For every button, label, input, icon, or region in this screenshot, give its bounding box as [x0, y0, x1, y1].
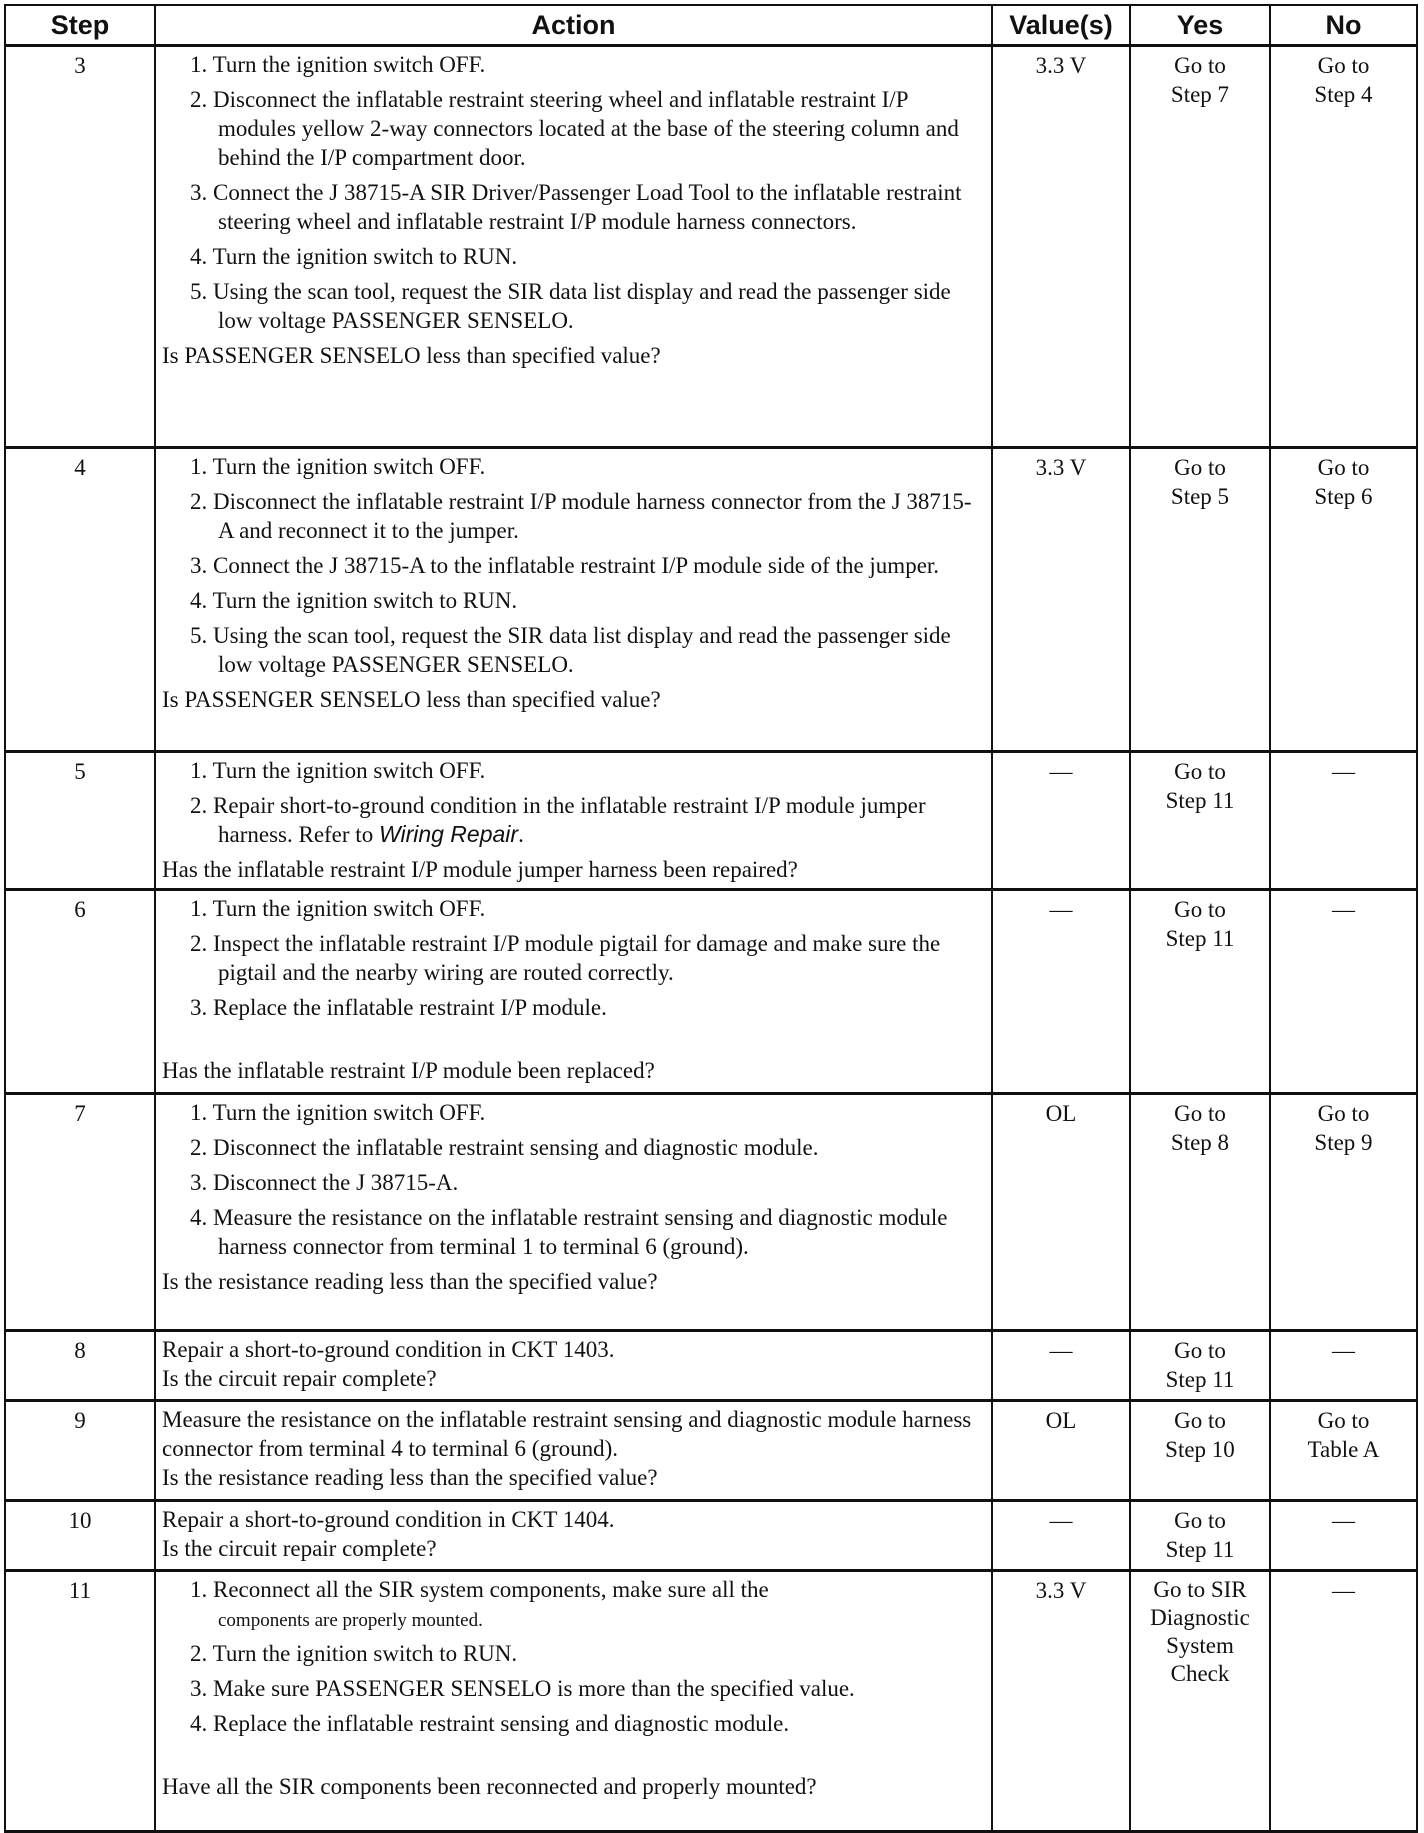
action-item: 3. Connect the J 38715-A to the inflatable restraint I/P module side of the jumper.	[190, 553, 940, 578]
action-item: 2. Disconnect the inflatable restraint I/P module harness connector from the J 38715-A and reconnect it to the jumper.	[190, 489, 972, 543]
no-cell	[1270, 752, 1417, 890]
action-item: 5. Using the scan tool, request the SIR data list display and read the passenger side low voltage PASSENGER SENSELO.	[190, 279, 951, 333]
step-number: 7	[5, 1094, 155, 1331]
value-cell: 3.3 V	[992, 1571, 1130, 1832]
header-action: Action	[155, 5, 992, 46]
yes-text: Check	[1170, 1661, 1230, 1686]
action-question: Has the inflatable restraint I/P module been replaced?	[162, 1058, 655, 1083]
action-item: 4. Turn the ignition switch to RUN.	[190, 244, 518, 269]
value-cell: —	[992, 752, 1130, 890]
header-yes: Yes	[1130, 5, 1270, 46]
yes-text: Go to	[1174, 1508, 1226, 1533]
yes-text: Go to SIR	[1153, 1577, 1247, 1602]
no-text: —	[1332, 897, 1355, 922]
action-item: 1. Turn the ignition switch OFF.	[190, 454, 486, 479]
no-text: —	[1332, 1508, 1355, 1533]
no-cell	[1270, 1571, 1417, 1832]
action-cell	[155, 1401, 992, 1501]
header-no: No	[1270, 5, 1417, 46]
yes-cell	[1130, 46, 1270, 448]
action-text: Repair a short-to-ground condition in CKT 1404.	[162, 1507, 615, 1532]
yes-text: Go to	[1174, 1101, 1226, 1126]
action-item: 3. Replace the inflatable restraint I/P module.	[190, 995, 607, 1020]
yes-cell	[1130, 890, 1270, 1094]
step-number: 11	[5, 1571, 155, 1832]
action-item: 2. Disconnect the inflatable restraint steering wheel and inflatable restraint I/P modules yellow 2-way connectors located at the base of the steering column and behind the I/P compartment door.	[190, 87, 959, 170]
action-item: 3. Connect the J 38715-A SIR Driver/Passenger Load Tool to the inflatable restraint steering wheel and inflatable restraint I/P module harness connectors.	[190, 180, 962, 234]
yes-cell	[1130, 1501, 1270, 1571]
no-cell	[1270, 1401, 1417, 1501]
table-row	[5, 1401, 1417, 1501]
step-number: 4	[5, 448, 155, 752]
table-row	[5, 752, 1417, 890]
action-cell	[155, 890, 992, 1094]
action-item: 3. Make sure PASSENGER SENSELO is more than the specified value.	[190, 1676, 855, 1701]
no-cell	[1270, 1094, 1417, 1331]
action-item: 4. Replace the inflatable restraint sensing and diagnostic module.	[190, 1711, 790, 1736]
no-cell	[1270, 448, 1417, 752]
yes-cell	[1130, 448, 1270, 752]
yes-cell	[1130, 1401, 1270, 1501]
step-number: 6	[5, 890, 155, 1094]
action-question: Is PASSENGER SENSELO less than specified value?	[162, 687, 661, 712]
yes-text: Step 7	[1170, 82, 1230, 107]
value-cell: —	[992, 1501, 1130, 1571]
wiring-repair-reference: Wiring Repair	[378, 821, 519, 847]
table-row	[5, 890, 1417, 1094]
table-row	[5, 46, 1417, 448]
action-item: 1. Turn the ignition switch OFF.	[190, 52, 486, 77]
action-question: Is PASSENGER SENSELO less than specified value?	[162, 343, 661, 368]
action-cell	[155, 1571, 992, 1832]
action-item: 5. Using the scan tool, request the SIR data list display and read the passenger side low voltage PASSENGER SENSELO.	[190, 623, 951, 677]
action-item-text: 1. Reconnect all the SIR system components, make sure all the	[190, 1577, 769, 1602]
step-number: 10	[5, 1501, 155, 1571]
value-cell: OL	[992, 1401, 1130, 1501]
no-text: Go to	[1317, 455, 1370, 480]
no-text: Go to	[1317, 53, 1370, 78]
table-row	[5, 1571, 1417, 1832]
no-cell	[1270, 1331, 1417, 1401]
no-text: Table A	[1307, 1437, 1380, 1462]
yes-cell	[1130, 1094, 1270, 1331]
action-text: Repair a short-to-ground condition in CKT 1403.	[162, 1337, 615, 1362]
step-number: 8	[5, 1331, 155, 1401]
action-item	[190, 1575, 981, 1633]
action-cell	[155, 448, 992, 752]
yes-text: Step 5	[1170, 484, 1230, 509]
table-row	[5, 1331, 1417, 1401]
yes-text: Step 11	[1165, 788, 1235, 813]
value-cell: 3.3 V	[992, 448, 1130, 752]
yes-text: Step 8	[1170, 1130, 1230, 1155]
yes-text: Go to	[1174, 759, 1226, 784]
yes-text: Go to	[1174, 897, 1226, 922]
diagnostic-table	[4, 4, 1418, 1833]
value-cell: —	[992, 890, 1130, 1094]
no-cell	[1270, 1501, 1417, 1571]
action-question: Is the circuit repair complete?	[162, 1366, 437, 1391]
yes-text: Step 11	[1165, 1367, 1235, 1392]
value-cell: 3.3 V	[992, 46, 1130, 448]
no-text: Go to	[1317, 1408, 1370, 1433]
yes-cell	[1130, 1571, 1270, 1832]
action-text: Measure the resistance on the inflatable restraint sensing and diagnostic module harness connector from terminal 4 to terminal 6 (ground).	[162, 1407, 972, 1461]
action-item-text: 2. Repair short-to-ground condition in the inflatable restraint I/P module jumper harness. Refer to	[190, 793, 926, 847]
action-item: 2. Turn the ignition switch to RUN.	[190, 1641, 518, 1666]
yes-text: Go to	[1174, 1408, 1226, 1433]
yes-text: Step 11	[1165, 1537, 1235, 1562]
table-row	[5, 1094, 1417, 1331]
yes-text: Go to	[1174, 455, 1226, 480]
action-question: Have all the SIR components been reconnected and properly mounted?	[162, 1774, 817, 1799]
value-cell: OL	[992, 1094, 1130, 1331]
action-question: Is the resistance reading less than the specified value?	[162, 1269, 658, 1294]
action-cell	[155, 46, 992, 448]
action-item: 4. Turn the ignition switch to RUN.	[190, 588, 518, 613]
action-cell	[155, 752, 992, 890]
step-number: 5	[5, 752, 155, 890]
yes-text: Diagnostic	[1150, 1605, 1250, 1630]
yes-text: Go to	[1174, 1338, 1226, 1363]
no-cell	[1270, 46, 1417, 448]
action-cell	[155, 1331, 992, 1401]
action-item-text: components are properly mounted.	[218, 1610, 483, 1631]
table-row	[5, 448, 1417, 752]
header-values: Value(s)	[992, 5, 1130, 46]
action-item: 2. Disconnect the inflatable restraint sensing and diagnostic module.	[190, 1135, 819, 1160]
action-item: 1. Turn the ignition switch OFF.	[190, 1100, 486, 1125]
no-text: —	[1332, 1578, 1355, 1603]
action-question: Has the inflatable restraint I/P module jumper harness been repaired?	[162, 857, 798, 882]
no-text: Step 9	[1314, 1130, 1373, 1155]
yes-text: System	[1166, 1633, 1234, 1658]
action-question: Is the resistance reading less than the specified value?	[162, 1465, 658, 1490]
action-item: 3. Disconnect the J 38715-A.	[190, 1170, 459, 1195]
yes-text: Step 11	[1165, 926, 1235, 951]
action-cell	[155, 1501, 992, 1571]
action-item: 1. Turn the ignition switch OFF.	[190, 896, 486, 921]
no-text: Go to	[1317, 1101, 1370, 1126]
no-text: Step 6	[1314, 484, 1373, 509]
yes-text: Go to	[1174, 53, 1226, 78]
no-text: —	[1332, 759, 1355, 784]
action-item: 2. Repair short-to-ground condition in the inflatable restraint I/P module jumper harness. Refer to Wiring Repair.	[190, 793, 926, 847]
no-text: Step 4	[1314, 82, 1373, 107]
table-row	[5, 1501, 1417, 1571]
step-number: 3	[5, 46, 155, 448]
no-text: —	[1332, 1338, 1355, 1363]
table-header-row	[5, 5, 1417, 46]
value-cell: —	[992, 1331, 1130, 1401]
yes-cell	[1130, 1331, 1270, 1401]
action-question: Is the circuit repair complete?	[162, 1536, 437, 1561]
action-item: 1. Turn the ignition switch OFF.	[190, 758, 486, 783]
action-item: 2. Inspect the inflatable restraint I/P module pigtail for damage and make sure the pigtail and the nearby wiring are routed correctly.	[190, 931, 941, 985]
action-cell	[155, 1094, 992, 1331]
header-step: Step	[5, 5, 155, 46]
yes-cell	[1130, 752, 1270, 890]
step-number: 9	[5, 1401, 155, 1501]
yes-text: Step 10	[1165, 1437, 1235, 1462]
action-item: 4. Measure the resistance on the inflatable restraint sensing and diagnostic module harness connector from terminal 1 to terminal 6 (ground).	[190, 1205, 948, 1259]
no-cell	[1270, 890, 1417, 1094]
